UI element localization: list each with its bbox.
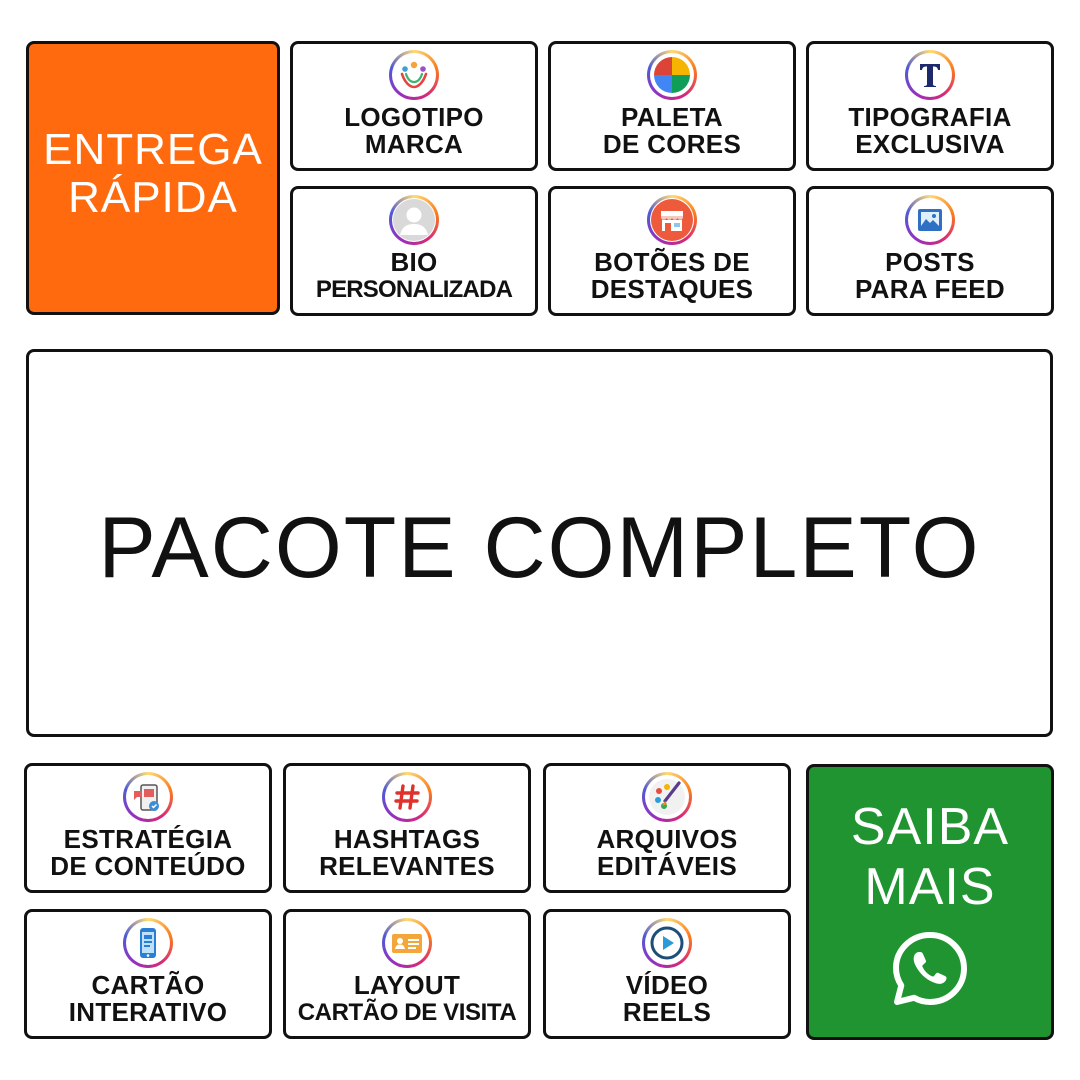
tile-botoes-de-destaques — [548, 186, 796, 316]
tile-posts-para-feed — [806, 186, 1054, 316]
whatsapp-icon — [890, 929, 970, 1009]
saiba-line-2: MAIS — [864, 858, 996, 916]
tile-label: CARTÃO INTERATIVO — [68, 970, 228, 1027]
feed-image-icon — [914, 204, 946, 236]
tile-label: PALETA DE CORES — [602, 102, 742, 159]
pacote-completo-banner — [26, 349, 1053, 737]
typography-t-icon — [912, 57, 948, 93]
saiba-line-1: SAIBA — [850, 798, 1010, 856]
tile-bio-personalizada — [290, 186, 538, 316]
tile-label: POSTS PARA FEED — [854, 247, 1006, 304]
tile-label: TIPOGRAFIA EXCLUSIVA — [848, 102, 1012, 159]
tile-arquivos-editaveis — [543, 763, 791, 893]
play-video-icon — [647, 923, 687, 963]
tile-cartao-interativo — [24, 909, 272, 1039]
tile-hashtags-relevantes — [283, 763, 531, 893]
tile-label: ESTRATÉGIA DE CONTEÚDO — [50, 824, 246, 881]
tile-paleta-de-cores — [548, 41, 796, 171]
tile-estrategia-de-conteudo — [24, 763, 272, 893]
tile-label: LOGOTIPO MARCA — [344, 102, 484, 159]
tile-label: BIO PERSONALIZADA — [315, 247, 513, 303]
smartphone-card-icon — [132, 925, 164, 961]
tile-label: HASHTAGS RELEVANTES — [319, 824, 495, 881]
tile-logotipo-marca — [290, 41, 538, 171]
tile-label: LAYOUT CARTÃO DE VISITA — [297, 970, 517, 1026]
entrega-line-2: RÁPIDA — [68, 173, 238, 222]
tile-label: VÍDEO REELS — [622, 970, 712, 1027]
logo-people-icon — [396, 57, 432, 93]
pacote-completo-text: PACOTE COMPLETO — [98, 499, 981, 596]
profile-avatar-icon — [392, 198, 436, 242]
tile-video-reels — [543, 909, 791, 1039]
tile-label: BOTÕES DE DESTAQUES — [590, 247, 754, 304]
paint-brush-palette-icon — [647, 777, 687, 817]
business-card-icon — [389, 928, 425, 958]
tile-tipografia-exclusiva — [806, 41, 1054, 171]
color-palette-icon — [652, 55, 692, 95]
content-strategy-icon — [130, 779, 166, 815]
storefront-icon — [650, 198, 694, 242]
entrega-line-1: ENTREGA — [43, 125, 263, 174]
tile-label: ARQUIVOS EDITÁVEIS — [596, 824, 738, 881]
saiba-mais-button[interactable] — [806, 764, 1054, 1040]
hashtag-icon — [391, 781, 423, 813]
entrega-rapida-badge — [26, 41, 280, 315]
tile-layout-cartao-de-visita — [283, 909, 531, 1039]
